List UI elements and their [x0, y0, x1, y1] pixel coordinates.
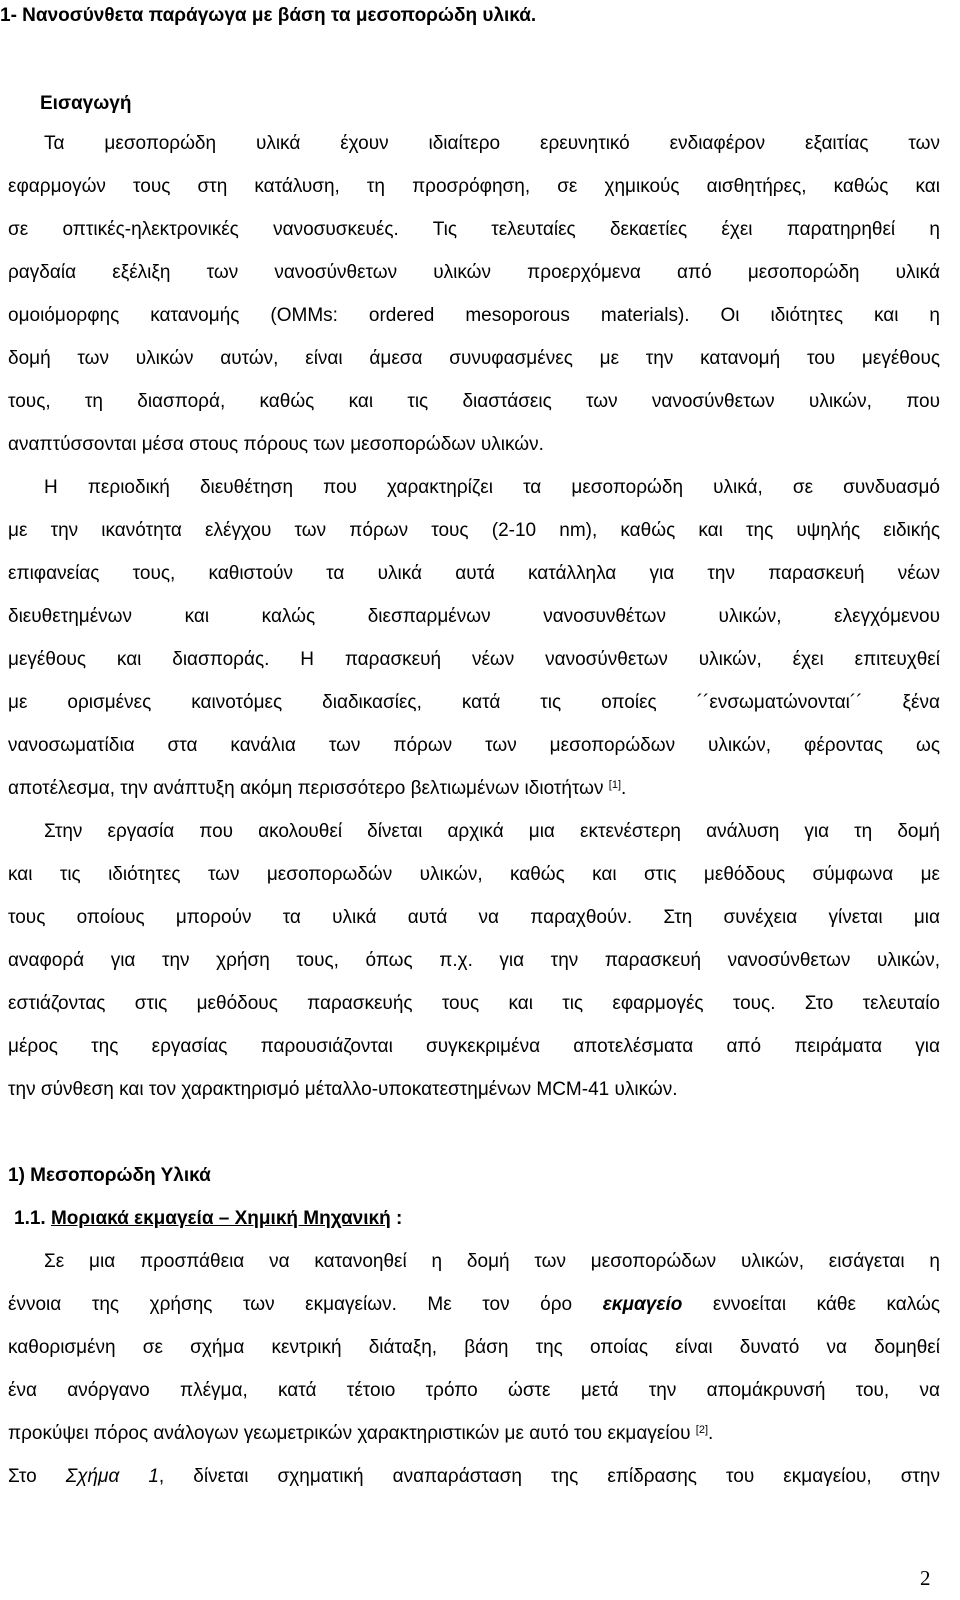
text-line: και τις ιδιότητες των μεσοπορωδών υλικών, καθώς και στις μεθόδους σύμφωνα με — [8, 864, 940, 885]
page-number: 2 — [920, 1566, 931, 1590]
text-line: διευθετημένων και καλώς διεσπαρμένων νανοσυνθέτων υλικών, ελεγχόμενου — [8, 606, 940, 627]
text-line: την σύνθεση και τον χαρακτηρισμό μέταλλο-υποκατεστημένων MCM-41 υλικών. — [8, 1079, 678, 1100]
text-line: με την ικανότητα ελέγχου των πόρων τους (2-10 nm), καθώς και της υψηλής ειδικής — [8, 520, 940, 541]
text-line: προκύψει πόρος ανάλογων γεωμετρικών χαρακτηριστικών με αυτό του εκμαγείου [2]. — [8, 1423, 714, 1444]
text-line: εστιάζοντας στις μεθόδους παρασκευής τους και τις εφαρμογές τους. Στο τελευταίο — [8, 993, 940, 1014]
text-line: επιφανείας τους, καθιστούν τα υλικά αυτά κατάλληλα για την παρασκευή νέων — [8, 563, 940, 584]
heading-1: 1) Μεσοπορώδη Υλικά — [8, 1165, 211, 1186]
text-line: ραγδαία εξέλιξη των νανοσύνθετων υλικών προερχόμενα από μεσοπορώδη υλικά — [8, 262, 940, 283]
text-line: δομή των υλικών αυτών, είναι άμεσα συνυφασμένες με την κατανομή του μεγέθους — [8, 348, 940, 369]
text-line: έννοια της χρήσης των εκμαγείων. Με τον όρο εκμαγείο εννοείται κάθε καλώς — [8, 1294, 940, 1315]
text-line: νανοσωματίδια στα κανάλια των πόρων των μεσοπορώδων υλικών, φέροντας ως — [8, 735, 940, 756]
text-line: μέρος της εργασίας παρουσιάζονται συγκεκριμένα αποτελέσματα από πειράματα για — [8, 1036, 940, 1057]
section-title: 1- Νανοσύνθετα παράγωγα με βάση τα μεσοπορώδη υλικά. — [0, 5, 537, 26]
text-line: εφαρμογών τους στη κατάλυση, τη προσρόφηση, σε χημικούς αισθητήρες, καθώς και — [8, 176, 940, 197]
heading-1-1: 1.1. Μοριακά εκμαγεία – Χημική Μηχανική : — [14, 1208, 403, 1229]
text-line: μεγέθους και διασποράς. Η παρασκευή νέων νανοσύνθετων υλικών, έχει επιτευχθεί — [8, 649, 940, 670]
text-line: Στην εργασία που ακολουθεί δίνεται αρχικά μια εκτενέστερη ανάλυση για τη δομή — [44, 821, 940, 842]
text-line: Στο Σχήμα 1, δίνεται σχηματική αναπαράσταση της επίδρασης του εκμαγείου, στην — [8, 1466, 940, 1487]
text-line: ένα ανόργανο πλέγμα, κατά τέτοιο τρόπο ώστε μετά την απομάκρυνσή του, να — [8, 1380, 940, 1401]
text-line: με ορισμένες καινοτόμες διαδικασίες, κατά τις οποίες ´´ενσωματώνονται´´ ξένα — [8, 692, 940, 713]
text-line: Σε μια προσπάθεια να κατανοηθεί η δομή των μεσοπορώδων υλικών, εισάγεται η — [44, 1251, 940, 1272]
citation-ref: [1] — [608, 779, 622, 791]
citation-ref: [2] — [695, 1424, 709, 1436]
text-line: τους οποίους μπορούν τα υλικά αυτά να παραχθούν. Στη συνέχεια γίνεται μια — [8, 907, 940, 928]
text-line: καθορισμένη σε σχήμα κεντρική διάταξη, βάση της οποίας είναι δυνατό να δομηθεί — [8, 1337, 940, 1358]
text-line: ομοιόμορφης κατανομής (OMMs: ordered mesoporous materials). Οι ιδιότητες και η — [8, 305, 940, 326]
text-line: Η περιοδική διευθέτηση που χαρακτηρίζει τα μεσοπορώδη υλικά, σε συνδυασμό — [44, 477, 940, 498]
text-line: Τα μεσοπορώδη υλικά έχουν ιδιαίτερο ερευνητικό ενδιαφέρον εξαιτίας των — [44, 133, 940, 154]
text-line: αναφορά για την χρήση τους, όπως π.χ. για την παρασκευή νανοσύνθετων υλικών, — [8, 950, 940, 971]
intro-heading: Εισαγωγή — [40, 93, 132, 114]
text-line: τους, τη διασπορά, καθώς και τις διαστάσεις των νανοσύνθετων υλικών, που — [8, 391, 940, 412]
text-line: αναπτύσσονται μέσα στους πόρους των μεσοπορώδων υλικών. — [8, 434, 544, 455]
text-line: αποτέλεσμα, την ανάπτυξη ακόμη περισσότερο βελτιωμένων ιδιοτήτων [1]. — [8, 778, 627, 799]
text-line: σε οπτικές-ηλεκτρονικές νανοσυσκευές. Τις τελευταίες δεκαετίες έχει παρατηρηθεί η — [8, 219, 940, 240]
